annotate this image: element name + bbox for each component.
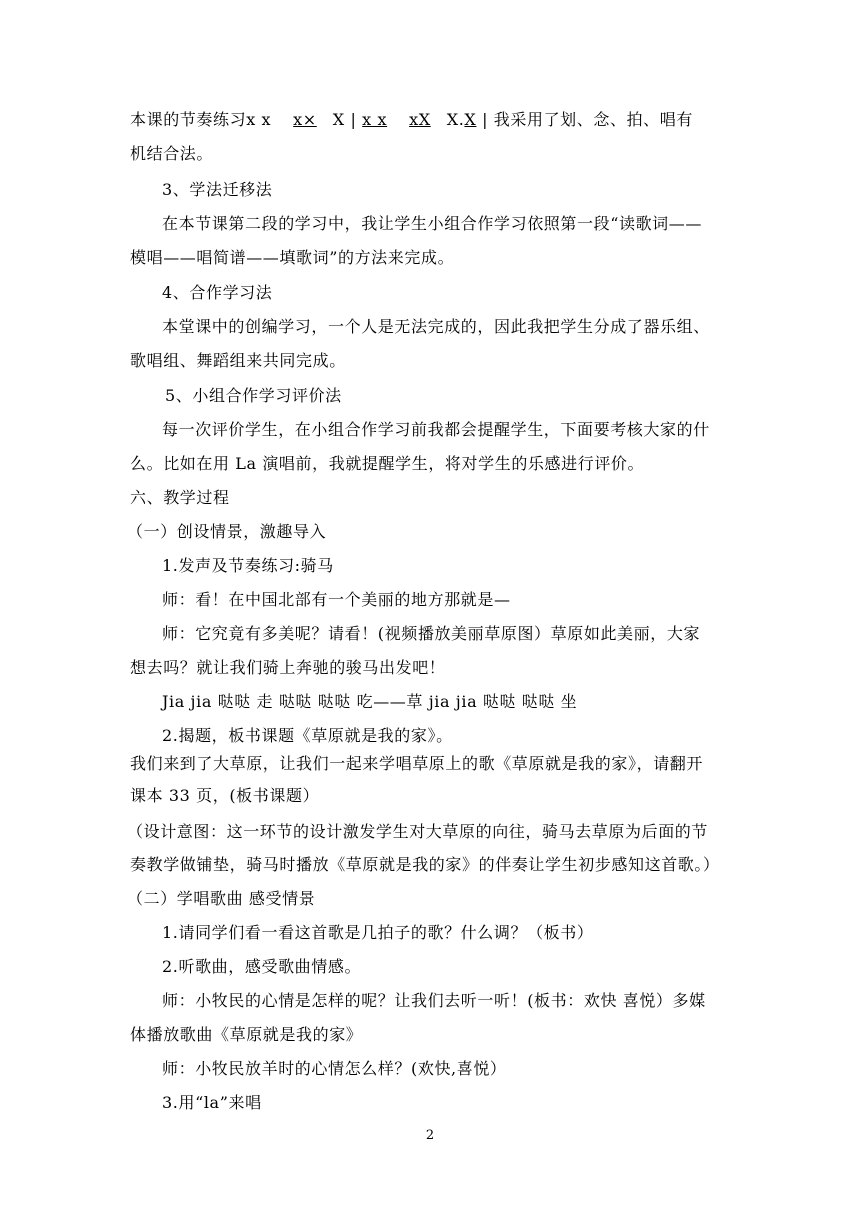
text-fragment: 我采用了划、念、拍、唱有 — [493, 110, 693, 129]
paragraph-line: 每一次评价学生，在小组合作学习前我都会提醒学生，下面要考核大家的什 — [162, 420, 710, 439]
paragraph-line: 师：它究竟有多美呢？请看！(视频播放美丽草原图）草原如此美丽，大家 — [162, 624, 701, 643]
paragraph-line: 体播放歌曲《草原就是我的家》 — [130, 1025, 363, 1044]
paragraph-line: 想去吗？就让我们骑上奔驰的骏马出发吧！ — [130, 658, 446, 677]
section-heading: 3、学法迁移法 — [162, 180, 273, 199]
rhythm-chant-line: Jia jia 哒哒 走 哒哒 哒哒 吃——草 jia jia 哒哒 哒哒 坐 — [162, 692, 578, 711]
rhythm-note: x x — [246, 110, 272, 129]
section-heading: 5、小组合作学习评价法 — [165, 386, 342, 405]
rhythm-practice-line: 本课的节奏练习x x x× X | x x xX X.X | 我采用了划、念、拍、唱有 — [130, 110, 693, 129]
section-heading: （二）学唱歌曲 感受情景 — [127, 889, 316, 908]
page-number: 2 — [425, 1128, 435, 1143]
rhythm-note-underlined: x× — [293, 110, 317, 129]
design-note-line: （设计意图：这一环节的设计激发学生对大草原的向往，骑马去草原为后面的节 — [127, 822, 709, 841]
paragraph-line: 我们来到了大草原，让我们一起来学唱草原上的歌《草原就是我的家》，请翻开 — [130, 754, 704, 773]
rhythm-note: X. — [446, 110, 465, 129]
paragraph-line: 歌唱组、舞蹈组来共同完成。 — [130, 351, 346, 370]
section-heading: 4、合作学习法 — [162, 283, 273, 302]
design-note-line: 奏教学做铺垫，骑马时播放《草原就是我的家》的伴奏让学生初步感知这首歌。） — [130, 855, 720, 874]
text-fragment: 本课的节奏练习 — [130, 110, 247, 129]
rhythm-note-underlined: X — [464, 110, 477, 129]
step-heading: 1.请同学们看一看这首歌是几拍子的歌？什么调？（板书） — [162, 923, 594, 942]
paragraph-line: 么。比如在用 La 演唱前，我就提醒学生，将对学生的乐感进行评价。 — [130, 454, 645, 473]
section-heading: （一）创设情景，激趣导入 — [127, 522, 327, 541]
paragraph-line: 师：小牧民的心情是怎样的呢？让我们去听一听！(板书：欢快 喜悦）多媒 — [162, 991, 706, 1010]
rhythm-note: X — [332, 110, 345, 129]
paragraph-line: 师：小牧民放羊时的心情怎么样？(欢快,喜悦） — [162, 1059, 507, 1078]
step-heading: 2.揭题，板书课题《草原就是我的家》。 — [162, 726, 453, 745]
paragraph-line: 课本 33 页，(板书课题） — [130, 786, 320, 805]
step-heading: 2.听歌曲，感受歌曲情感。 — [162, 957, 362, 976]
paragraph-line: 师：看！在中国北部有一个美丽的地方那就是— — [162, 590, 511, 609]
step-heading: 3.用“la”来唱 — [162, 1093, 262, 1112]
paragraph-line: 本堂课中的创编学习，一个人是无法完成的，因此我把学生分成了器乐组、 — [162, 317, 710, 336]
chapter-heading: 六、教学过程 — [130, 488, 230, 507]
paragraph-line: 模唱——唱简谱——填歌词”的方法来完成。 — [130, 248, 455, 267]
rhythm-note-underlined: x x — [362, 110, 388, 129]
paragraph-line: 机结合法。 — [130, 144, 214, 163]
rhythm-note-underlined: xX — [409, 110, 431, 129]
step-heading: 1.发声及节奏练习:骑马 — [162, 556, 334, 575]
paragraph-line: 在本节课第二段的学习中，我让学生小组合作学习依照第一段“读歌词—— — [162, 214, 702, 233]
